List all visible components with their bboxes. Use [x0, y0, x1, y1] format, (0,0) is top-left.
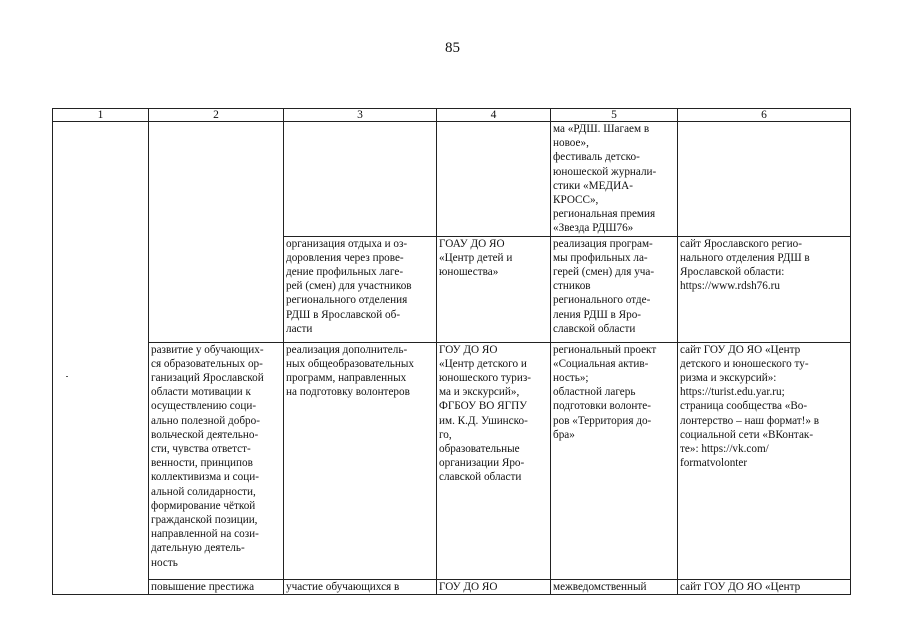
cell-text-line: организация отдыха и оз-: [286, 237, 408, 250]
cell-text-line: доровления через прове-: [286, 251, 404, 264]
cell-text-line: подготовки волонте-: [553, 400, 651, 413]
cell-text-line: КРОСС»,: [553, 194, 599, 207]
cell-text-line: РДШ в Ярославской об-: [286, 308, 401, 321]
cell-text-line: те»: https://vk.com/: [680, 443, 769, 456]
table-cell: [53, 122, 149, 595]
cell-text-line: сти, чувства ответст-: [151, 443, 251, 456]
cell-text-line: организации Яро-: [439, 457, 525, 470]
cell-text-line: «Социальная актив-: [553, 357, 649, 370]
cell-text-line: ления РДШ в Яро-: [553, 308, 642, 321]
table-cell: [284, 236, 437, 342]
table-row: [53, 579, 851, 594]
cell-text-line: ров «Территория до-: [553, 414, 652, 427]
table-cell: [551, 122, 678, 237]
cell-text-line: социальной сети «ВКонтак-: [680, 428, 814, 441]
table-cell: [678, 122, 851, 237]
table-cell: [284, 342, 437, 579]
header-cell: 4: [437, 109, 551, 122]
cell-text-line: венности, принципов: [151, 457, 253, 470]
cell-text-line: детского и юношеского ту-: [680, 357, 809, 370]
cell-text-line: ально полезной добро-: [151, 414, 260, 427]
cell-text-line: «Центр детей и: [439, 251, 513, 264]
cell-text-line: Ярославской области:: [680, 266, 785, 279]
table-cell: [437, 122, 551, 237]
cell-text-line: ганизаций Ярославской: [151, 372, 264, 385]
cell-text-line: областной лагерь: [553, 386, 636, 399]
cell-text-line: региональная премия: [553, 208, 656, 221]
cell-text-line: ГОАУ ДО ЯО: [439, 237, 505, 250]
cell-text-line: ма «РДШ. Шагаем в: [553, 123, 650, 135]
cell-text-line: реализация програм-: [553, 237, 653, 250]
cell-text-line: вольческой деятельно-: [151, 428, 259, 441]
cell-text-line: им. К.Д. Ушинско-: [439, 414, 528, 427]
cell-text-line: направленной на сози-: [151, 528, 259, 541]
cell-text-line: региональный проект: [553, 343, 657, 356]
cell-text-line: https://www.rdsh76.ru: [680, 280, 780, 293]
header-cell: 5: [551, 109, 678, 122]
cell-text-line: регионального отде-: [553, 294, 651, 307]
table-cell: повышение престижа: [149, 579, 284, 594]
cell-text-line: формирование чёткой: [151, 499, 256, 512]
cell-text-line: рей (смен) для участников: [286, 280, 412, 293]
cell-text-line: ся образовательных ор-: [151, 357, 263, 370]
header-cell: 1: [53, 109, 149, 122]
cell-text-line: регионального отделения: [286, 294, 408, 307]
cell-text-line: ма и экскурсий»,: [439, 386, 520, 399]
cell-text-line: на подготовку волонтеров: [286, 386, 410, 399]
table-cell: [678, 236, 851, 342]
cell-text-line: лонтерство – наш формат!» в: [680, 414, 820, 427]
cell-text-line: герей (смен) для уча-: [553, 266, 655, 279]
table-row: [53, 342, 851, 579]
cell-text-line: мы профильных ла-: [553, 251, 648, 264]
cell-text-line: развитие у обучающих-: [151, 343, 264, 356]
cell-text-line: коллективизма и соци-: [151, 471, 259, 484]
cell-text-line: страница сообщества «Во-: [680, 400, 808, 413]
cell-text-line: юношества»: [439, 266, 499, 279]
cell-text-line: ГОУ ДО ЯО: [439, 343, 498, 356]
table-header-row: [53, 109, 851, 122]
cell-text-line: фестиваль детско-: [553, 151, 640, 164]
document-table: [52, 108, 851, 595]
table-row: [53, 122, 851, 237]
cell-text-line: сайт Ярославского регио-: [680, 237, 802, 250]
cell-text-line: реализация дополнитель-: [286, 343, 408, 356]
cell-text-line: программ, направленных: [286, 372, 407, 385]
cell-text-line: сайт ГОУ ДО ЯО «Центр: [680, 343, 801, 356]
cell-text-line: нального отделения РДШ в: [680, 251, 810, 264]
cell-text-line: славской области: [439, 471, 522, 484]
cell-text-line: ризма и экскурсий»:: [680, 372, 777, 385]
cell-text-line: бра»: [553, 428, 575, 441]
table-cell: [551, 236, 678, 342]
header-cell: 2: [149, 109, 284, 122]
cell-text-line: «Центр детского и: [439, 357, 527, 370]
cell-text-line: стников: [553, 280, 591, 293]
header-cell: 6: [678, 109, 851, 122]
table-cell: участие обучающихся в: [284, 579, 437, 594]
cell-text-line: осуществлению соци-: [151, 400, 257, 413]
table-cell: межведомственный: [551, 579, 678, 594]
table-cell: [284, 122, 437, 237]
header-cell: 3: [284, 109, 437, 122]
cell-text-line: ФГБОУ ВО ЯГПУ: [439, 400, 528, 413]
cell-text-line: новое»,: [553, 137, 589, 150]
cell-text-line: области мотивации к: [151, 386, 251, 399]
cell-text-line: ных общеобразовательных: [286, 357, 415, 370]
cell-text-line: славской области: [553, 322, 636, 335]
cell-text-line: стики «МЕДИА-: [553, 179, 633, 192]
cell-text-line: альной солидарности,: [151, 485, 256, 498]
table-cell: [437, 236, 551, 342]
table-cell: ГОУ ДО ЯО: [437, 579, 551, 594]
cell-text-line: ность: [151, 556, 178, 569]
table-cell: сайт ГОУ ДО ЯО «Центр: [678, 579, 851, 594]
cell-text-line: юношеской журнали-: [553, 165, 657, 178]
table-cell: [437, 342, 551, 579]
cell-text-line: го,: [439, 428, 452, 441]
table-cell: [551, 342, 678, 579]
cell-text-line: https://turist.edu.yar.ru;: [680, 386, 785, 399]
page-number: 85: [445, 40, 460, 56]
cell-text-line: ласти: [286, 322, 313, 335]
table-cell: [678, 342, 851, 579]
cell-text-line: ность»;: [553, 372, 589, 385]
cell-text-line: гражданской позиции,: [151, 514, 258, 527]
cell-text-line: дательную деятель-: [151, 542, 245, 555]
cell-text-line: formatvolonter: [680, 457, 748, 470]
cell-text-line: образовательные: [439, 443, 520, 456]
table-cell: [149, 122, 284, 343]
cell-text-line: юношеского туриз-: [439, 372, 531, 385]
table-cell: [149, 342, 284, 579]
cell-text-line: дение профильных лаге-: [286, 266, 404, 279]
cell-text-line: «Звезда РДШ76»: [553, 222, 634, 235]
